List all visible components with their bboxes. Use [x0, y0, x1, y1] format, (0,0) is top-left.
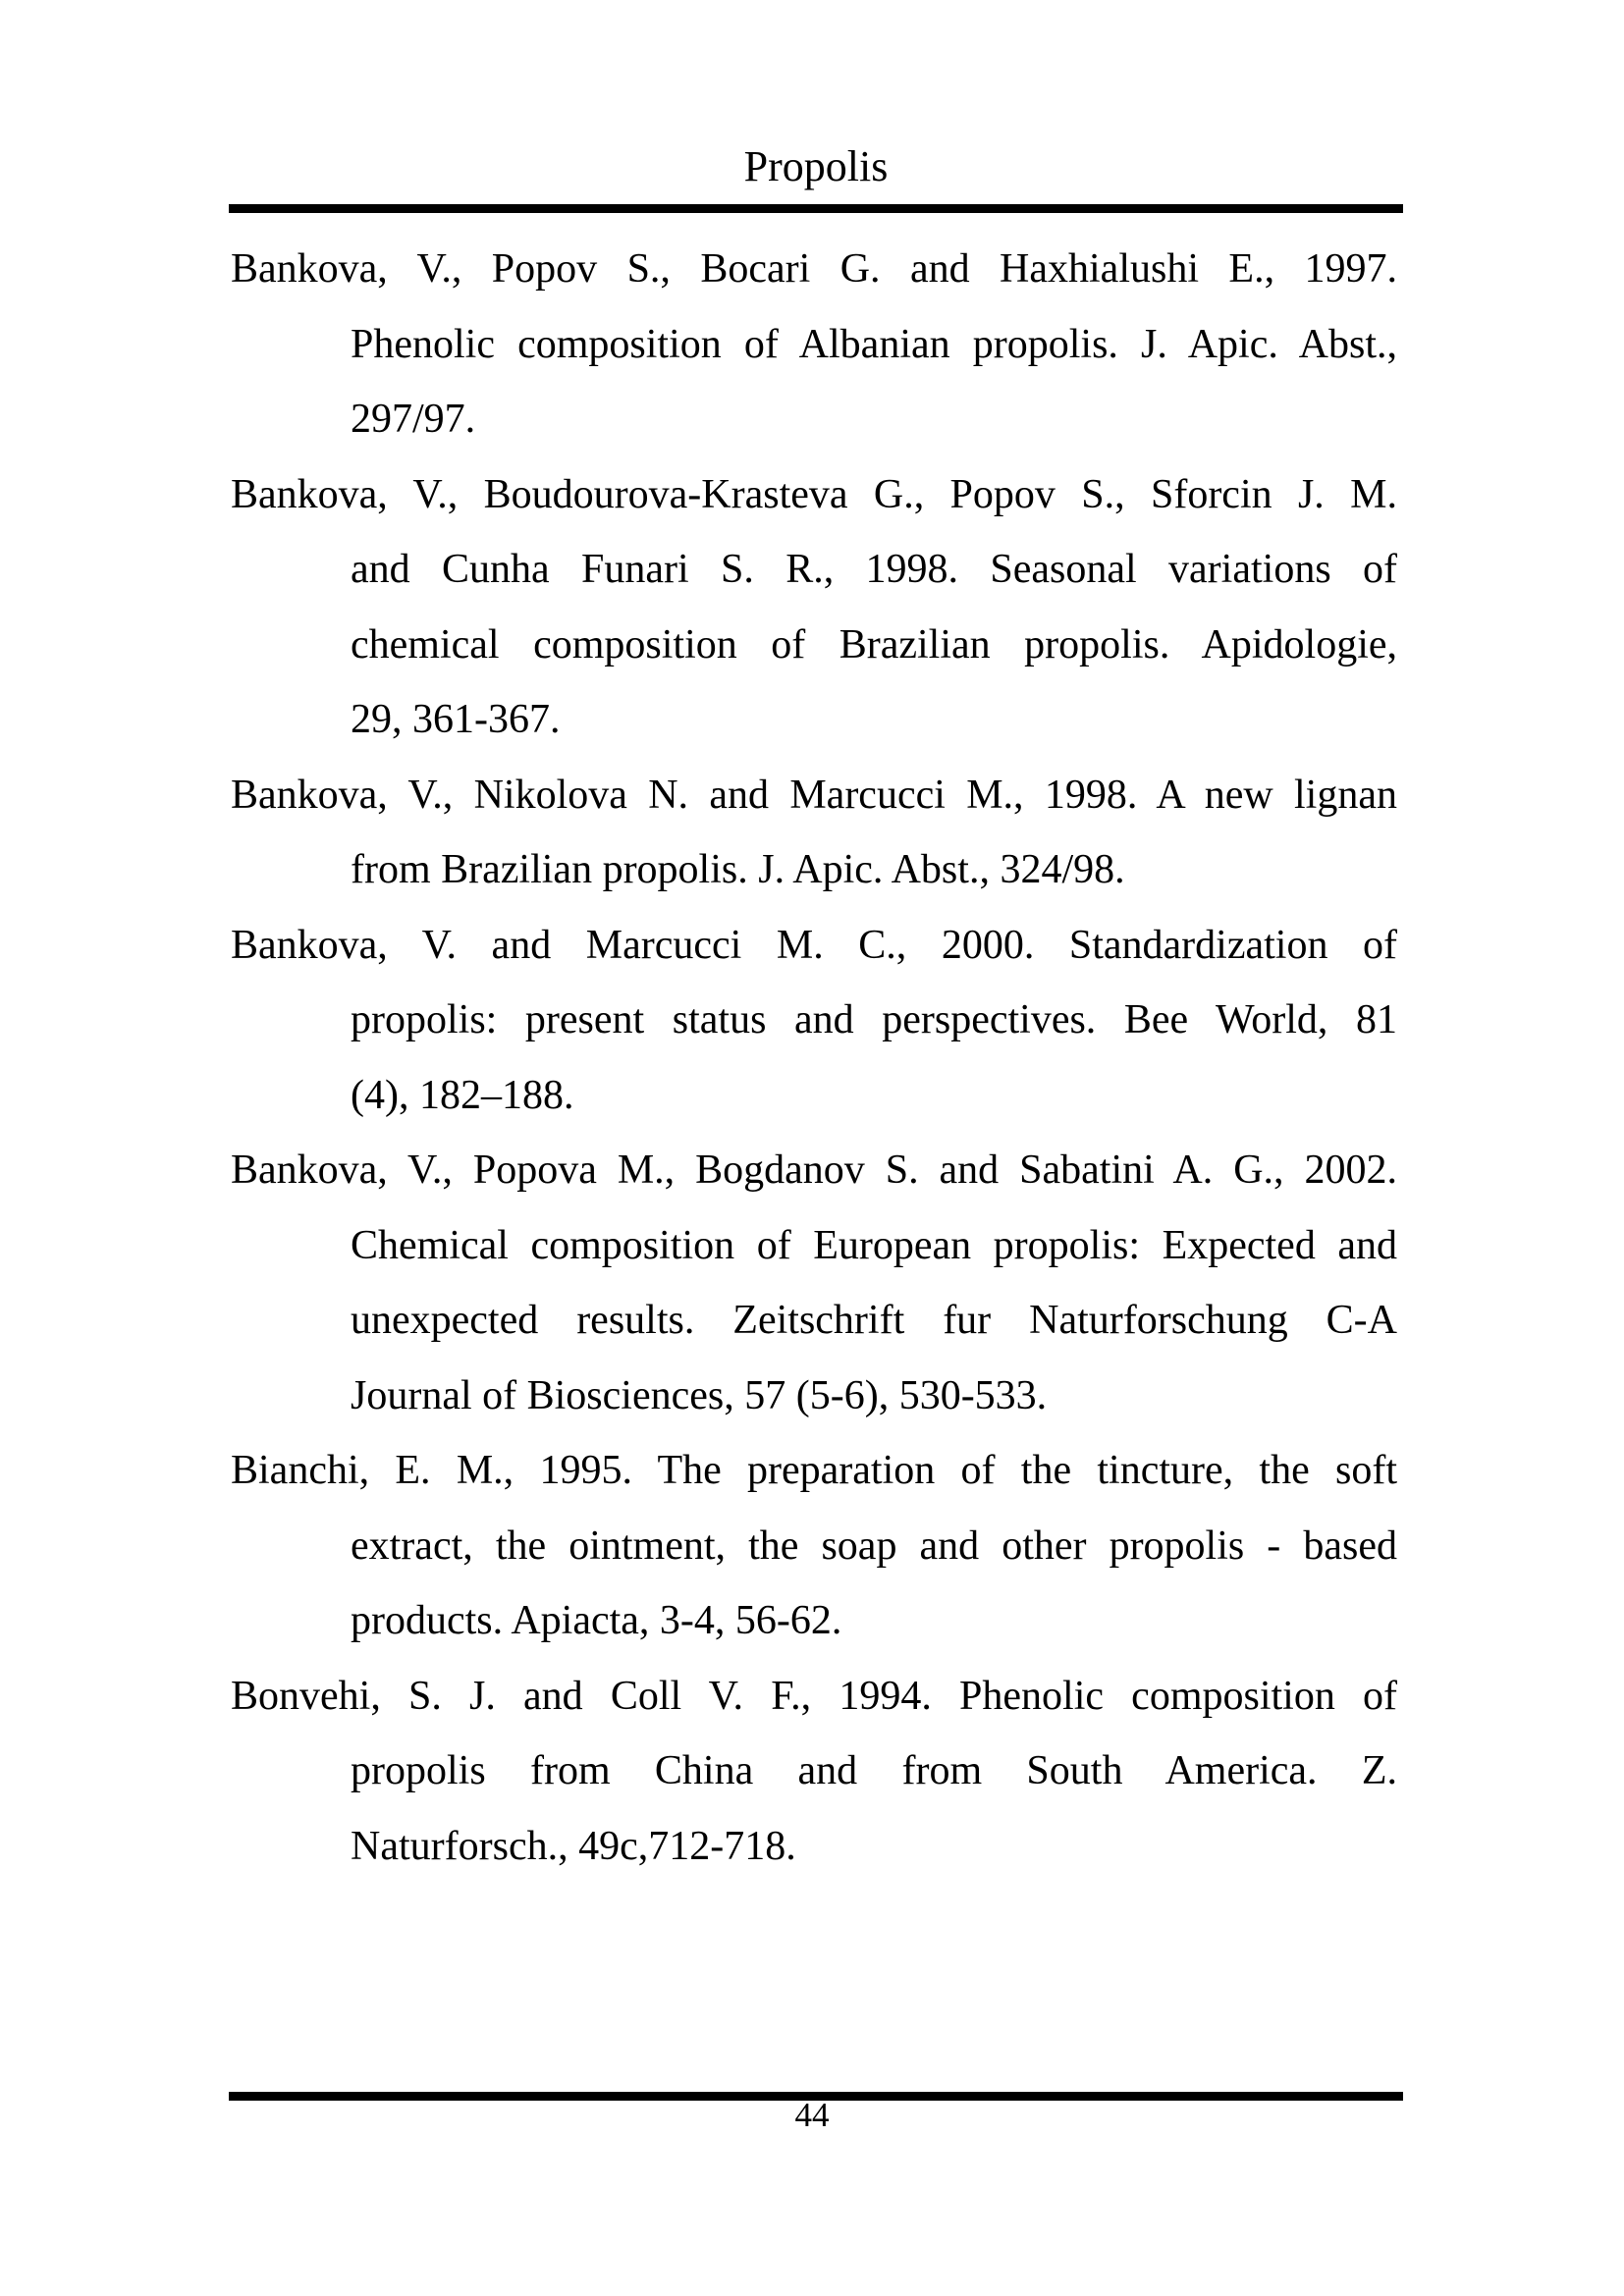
reference-line: Phenolic composition of Albanian propolis. J. Apic. Abst.,	[351, 321, 1397, 367]
reference-entry	[231, 758, 1397, 908]
reference-line: (4), 182–188.	[351, 1072, 574, 1118]
reference-line: extract, the ointment, the soap and other propolis - based	[351, 1522, 1397, 1569]
reference-entry	[231, 1659, 1397, 1885]
reference-line: Chemical composition of European propolis: Expected and	[351, 1222, 1397, 1268]
reference-line: Bankova, V., Popova M., Bogdanov S. and Sabatini A. G., 2002.	[231, 1148, 1397, 1193]
reference-line: 29, 361-367.	[351, 697, 561, 742]
reference-entry	[231, 1133, 1397, 1433]
reference-entry	[231, 232, 1397, 457]
reference-line: Naturforsch., 49c,712-718.	[351, 1823, 796, 1869]
reference-line: propolis: present status and perspectives. Bee World, 81	[351, 997, 1397, 1042]
reference-line: and Cunha Funari S. R., 1998. Seasonal variations of	[351, 547, 1397, 592]
reference-line: unexpected results. Zeitschrift fur Naturforschung C-A	[351, 1298, 1397, 1343]
running-head-title: Propolis	[743, 142, 889, 190]
header-rule	[229, 204, 1403, 213]
reference-entry	[231, 457, 1397, 758]
reference-line: Bonvehi, S. J. and Coll V. F., 1994. Phenolic composition of	[231, 1673, 1397, 1719]
page-number: 44	[794, 2096, 830, 2134]
reference-line: 297/97.	[351, 397, 476, 442]
reference-entry	[231, 908, 1397, 1134]
reference-line: propolis from China and from South America. Z.	[351, 1748, 1397, 1793]
reference-line: Journal of Biosciences, 57 (5-6), 530-533.	[351, 1372, 1048, 1418]
reference-line: Bankova, V., Popov S., Bocari G. and Haxhialushi E., 1997.	[231, 246, 1397, 292]
references-list	[231, 232, 1397, 1884]
reference-line: products. Apiacta, 3-4, 56-62.	[351, 1598, 842, 1643]
reference-line: from Brazilian propolis. J. Apic. Abst., 324/98.	[351, 847, 1125, 892]
reference-entry	[231, 1433, 1397, 1659]
reference-line: chemical composition of Brazilian propolis. Apidologie,	[351, 621, 1397, 667]
reference-line: Bankova, V., Nikolova N. and Marcucci M., 1998. A new lignan	[231, 772, 1397, 818]
reference-line: Bankova, V., Boudourova-Krasteva G., Popov S., Sforcin J. M.	[231, 471, 1397, 517]
reference-line: Bankova, V. and Marcucci M. C., 2000. Standardization of	[231, 922, 1397, 968]
reference-line: Bianchi, E. M., 1995. The preparation of the tincture, the soft	[231, 1448, 1397, 1493]
